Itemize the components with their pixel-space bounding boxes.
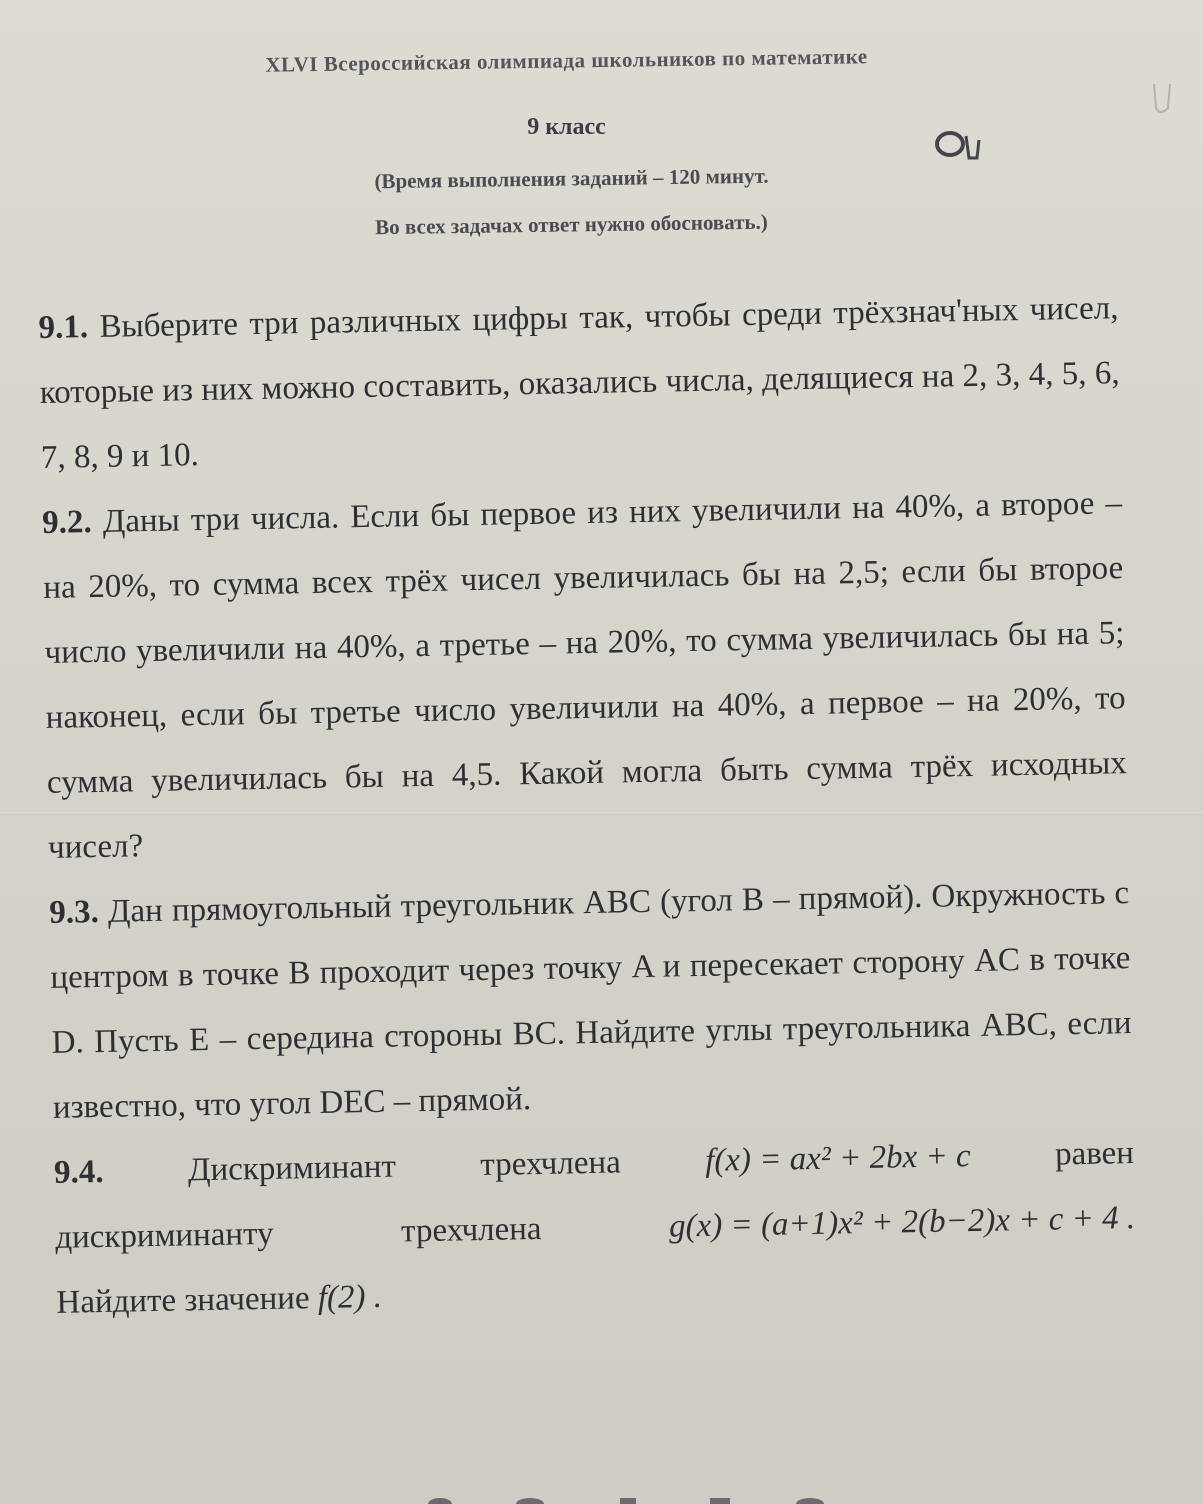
justify-note: Во всех задачах ответ нужно обосновать.) [375,209,768,240]
problem-word: Дискриминант [187,1148,397,1189]
problem-text: Дан прямоугольный треугольник ABC (угол B – прямой). Окружность с центром в точке B проходит через точку A и пересекает сторону AC в точке D. Пусть E – середина стороны BC. Найдите углы треугольника ABC, если известно, что угол DEC – прямой. [50,875,1132,1126]
problem-9-4 [53,1121,1136,1336]
problem-list [38,276,1137,1336]
problem-word: трехчлена [400,1210,542,1250]
handwritten-pen-mark [932,120,992,170]
problem-closing: Найдите значение [56,1280,310,1321]
handwritten-corner-mark [1148,80,1178,120]
time-note: (Время выполнения заданий – 120 минут. [374,163,769,194]
problem-text: Выберите три различных цифры так, чтобы среди трёхзнач'ных чисел, которые из них можно составить, оказались числа, делящиеся на 2, 3, 4, 5, 6, 7, 8, 9 и 10. [39,290,1120,476]
problem-word: равен [1054,1135,1135,1173]
problem-9-1 [38,276,1121,491]
problem-text: Даны три числа. Если бы первое из них увеличили на 40%, а второе – на 20%, то сумма всех трёх чисел увеличилась бы на 2,5; если бы второе число увеличили на 40%, а третье – на 20%, то сумма увеличилась бы на 5; наконец, если бы третье число увеличили на 40%, а первое – на 20%, то сумма увеличилась бы на 4,5. Какой могла быть сумма трёх исходных чисел? [43,485,1128,866]
problem-9-2 [42,471,1129,881]
problem-9-3 [49,861,1134,1141]
problem-number: 9.2. [41,504,92,541]
closing-formula: f(2) . [317,1278,383,1317]
formula-f: f(x) = ax² + 2bx + c [704,1138,971,1179]
problem-number: 9.1. [38,309,89,346]
formula-g: g(x) = (a+1)x² + 2(b−2)x + c + 4 . [668,1200,1136,1245]
cut-off-text-remnants [420,1488,840,1504]
problem-word: дискриминанту [54,1215,274,1256]
problem-word: трехчлена [480,1144,622,1184]
problem-number: 9.3. [48,893,100,931]
problem-number: 9.4. [53,1153,104,1191]
olympiad-title: XLVI Всероссийская олимпиада школьников по математике [265,44,868,77]
grade-label: 9 класс [527,114,606,140]
